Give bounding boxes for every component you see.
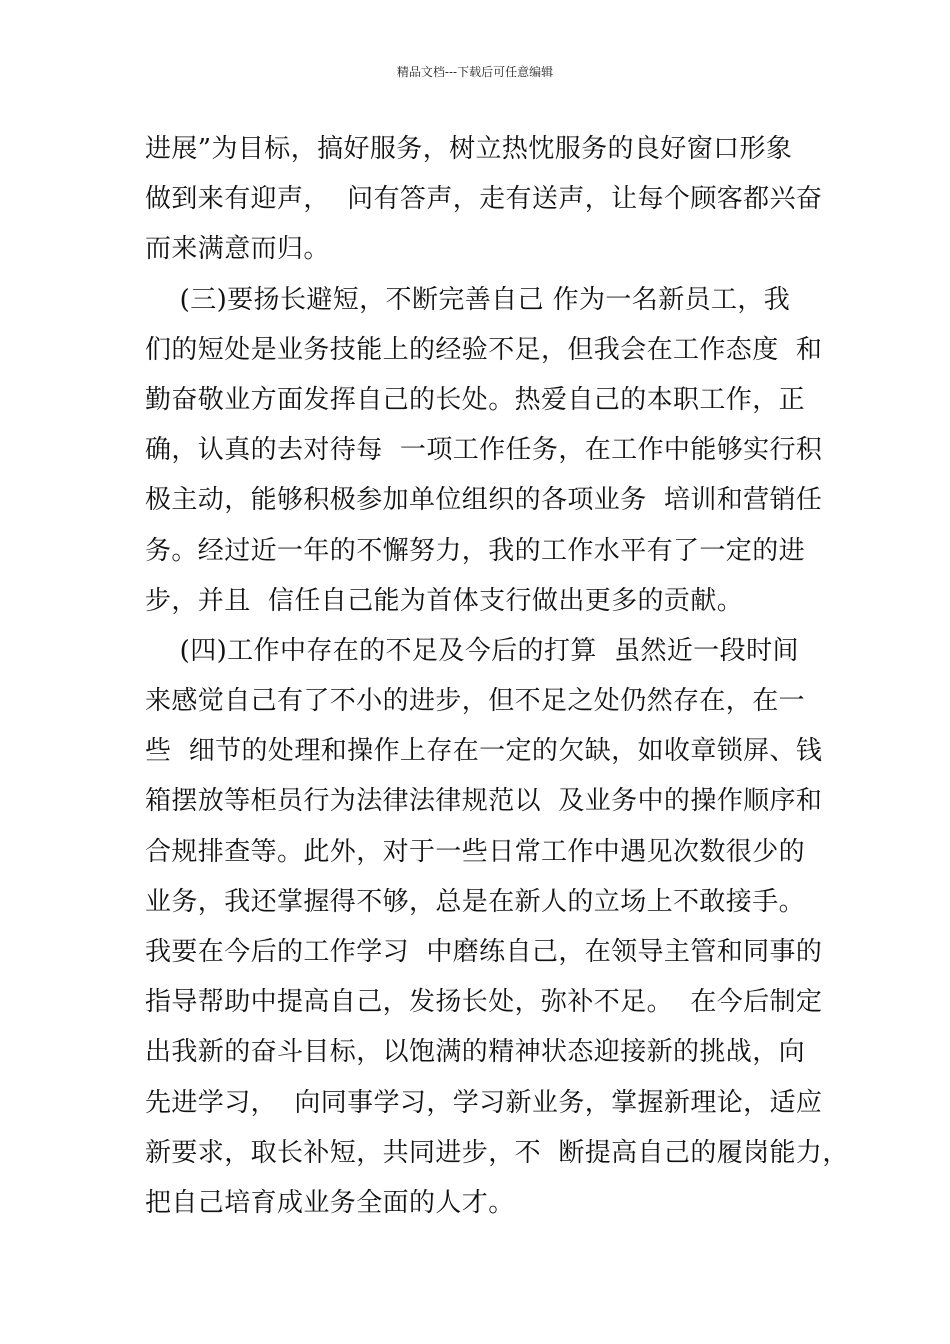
text-line: 们的短处是业务技能上的经验不足，但我会在工作态度 和 <box>145 334 823 365</box>
text-line: 来感觉自己有了不小的进步，但不足之处仍然存在，在一 <box>145 686 806 717</box>
text-line: 些 细节的处理和操作上存在一定的欠缺，如收章锁屏、钱 <box>145 736 823 767</box>
text-line: 业务，我还掌握得不够，总是在新人的立场上不敢接手。 <box>145 886 806 917</box>
text-line: 把自己培育成业务全面的人才。 <box>145 1187 515 1218</box>
text-line: (三)要扬长避短，不断完善自己 作为一名新员工，我 <box>145 284 791 315</box>
text-line: 出我新的奋斗目标，以饱满的精神状态迎接新的挑战，向 <box>145 1037 806 1068</box>
text-line: 进展”为目标，搞好服务，树立热忱服务的良好窗口形象 <box>145 134 793 164</box>
text-line: 合规排查等。此外，对于一些日常工作中遇见次数很少的 <box>145 836 806 867</box>
body-text <box>145 124 849 1228</box>
text-line: 确，认真的去对待每 一项工作任务，在工作中能够实行积 <box>145 435 823 466</box>
text-line: (四)工作中存在的不足及今后的打算 虽然近一段时间 <box>145 635 799 666</box>
text-line: 极主动，能够积极参加单位组织的各项业务 培训和营销任 <box>145 485 823 516</box>
text-line: 而来满意而归。 <box>145 234 330 265</box>
text-line: 勤奋敬业方面发挥自己的长处。热爱自己的本职工作，正 <box>145 384 806 415</box>
text-line: 指导帮助中提高自己，发扬长处，弥补不足。 在今后制定 <box>145 987 823 1018</box>
text-line: 步，并且 信任自己能为首体支行做出更多的贡献。 <box>145 585 744 616</box>
text-line: 新要求，取长补短，共同进步，不 断提高自己的履岗能力， <box>145 1137 849 1168</box>
text-line: 箱摆放等柜员行为法律法律规范以 及业务中的操作顺序和 <box>145 786 823 817</box>
page-header: 精品文档---下载后可任意编辑 <box>396 65 554 79</box>
text-line: 我要在今后的工作学习 中磨练自己，在领导主管和同事的 <box>145 937 823 967</box>
text-line: 做到来有迎声， 问有答声，走有送声，让每个顾客都兴奋 <box>145 184 823 215</box>
text-line: 务。经过近一年的不懈努力，我的工作水平有了一定的进 <box>145 535 806 566</box>
text-line: 先进学习， 向同事学习，学习新业务，掌握新理论，适应 <box>145 1087 823 1118</box>
